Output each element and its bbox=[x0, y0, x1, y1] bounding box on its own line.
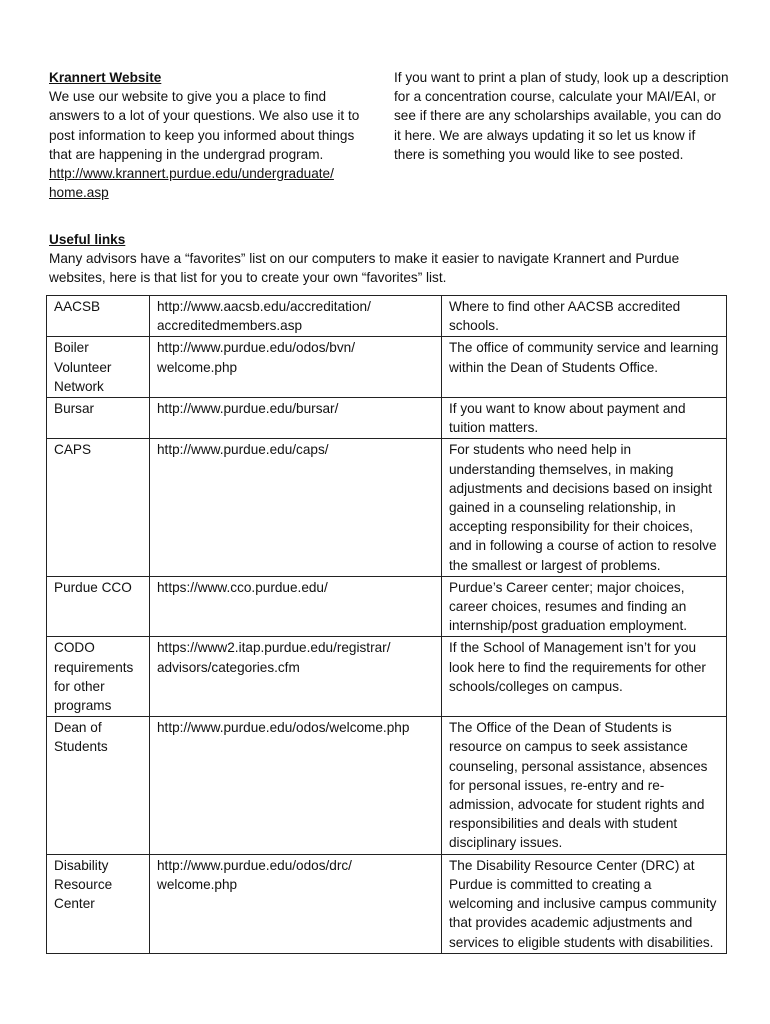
krannert-url-line2[interactable]: home.asp bbox=[49, 185, 109, 201]
link-description: The office of community service and learning within the Dean of Students Office. bbox=[442, 337, 727, 398]
link-name: AACSB bbox=[47, 296, 150, 337]
krannert-url-line1[interactable]: http://www.krannert.purdue.edu/undergraduate/ bbox=[49, 166, 334, 182]
link-name: CAPS bbox=[47, 439, 150, 576]
krannert-section-left bbox=[49, 68, 379, 202]
krannert-body-right: If you want to print a plan of study, look up a description for a concentration course, calculate your MAI/EAI, or see if there are any scholarships available, you can do it here. We are always updating it so let us know if there is something you would like to see posted. bbox=[394, 70, 729, 162]
table-row bbox=[47, 398, 727, 439]
table-row bbox=[47, 296, 727, 337]
link-name: Disability Resource Center bbox=[47, 854, 150, 953]
links-table bbox=[46, 295, 727, 954]
link-name: Boiler Volunteer Network bbox=[47, 337, 150, 398]
link-description: Where to find other AACSB accredited schools. bbox=[442, 296, 727, 337]
link-description: If the School of Management isn’t for you look here to find the requirements for other schools/colleges on campus. bbox=[442, 637, 727, 717]
link-description: For students who need help in understanding themselves, in making adjustments and decisions based on insight gained in a counseling relationship, in accepting responsibility for their choices, and in following a course of action to resolve the smallest or largest of problems. bbox=[442, 439, 727, 576]
link-name: CODO requirements for other programs bbox=[47, 637, 150, 717]
useful-links-section bbox=[49, 230, 729, 288]
link-url[interactable]: http://www.purdue.edu/odos/drc/ welcome.php bbox=[150, 854, 442, 953]
table-row bbox=[47, 576, 727, 637]
table-row bbox=[47, 439, 727, 576]
link-url[interactable]: https://www2.itap.purdue.edu/registrar/ advisors/categories.cfm bbox=[150, 637, 442, 717]
link-description: If you want to know about payment and tuition matters. bbox=[442, 398, 727, 439]
table-row bbox=[47, 637, 727, 717]
link-url[interactable]: http://www.purdue.edu/odos/bvn/ welcome.php bbox=[150, 337, 442, 398]
krannert-body-left: We use our website to give you a place to find answers to a lot of your questions. We also use it to post information to keep you informed about things that are happening in the undergrad program. bbox=[49, 89, 360, 162]
link-description: Purdue’s Career center; major choices, career choices, resumes and finding an internship/post graduation employment. bbox=[442, 576, 727, 637]
krannert-heading: Krannert Website bbox=[49, 70, 162, 85]
table-row bbox=[47, 854, 727, 953]
link-url[interactable]: http://www.purdue.edu/odos/welcome.php bbox=[150, 717, 442, 854]
link-name: Dean of Students bbox=[47, 717, 150, 854]
link-name: Purdue CCO bbox=[47, 576, 150, 637]
link-url[interactable]: http://www.purdue.edu/caps/ bbox=[150, 439, 442, 576]
table-row bbox=[47, 717, 727, 854]
krannert-section-right bbox=[394, 68, 729, 164]
link-url[interactable]: http://www.aacsb.edu/accreditation/ accreditedmembers.asp bbox=[150, 296, 442, 337]
useful-links-heading: Useful links bbox=[49, 232, 126, 247]
link-description: The Disability Resource Center (DRC) at Purdue is committed to creating a welcoming and inclusive campus community that provides academic adjustments and services to eligible students with disabilities. bbox=[442, 854, 727, 953]
link-url[interactable]: https://www.cco.purdue.edu/ bbox=[150, 576, 442, 637]
useful-links-intro: Many advisors have a “favorites” list on our computers to make it easier to navigate Krannert and Purdue websites, here is that list for you to create your own “favorites” list. bbox=[49, 251, 680, 286]
link-url[interactable]: http://www.purdue.edu/bursar/ bbox=[150, 398, 442, 439]
link-name: Bursar bbox=[47, 398, 150, 439]
link-description: The Office of the Dean of Students is resource on campus to seek assistance counseling, personal assistance, absences for personal issues, re-entry and re-admission, advocate for student rights and responsibilities and deals with student disciplinary issues. bbox=[442, 717, 727, 854]
table-row bbox=[47, 337, 727, 398]
